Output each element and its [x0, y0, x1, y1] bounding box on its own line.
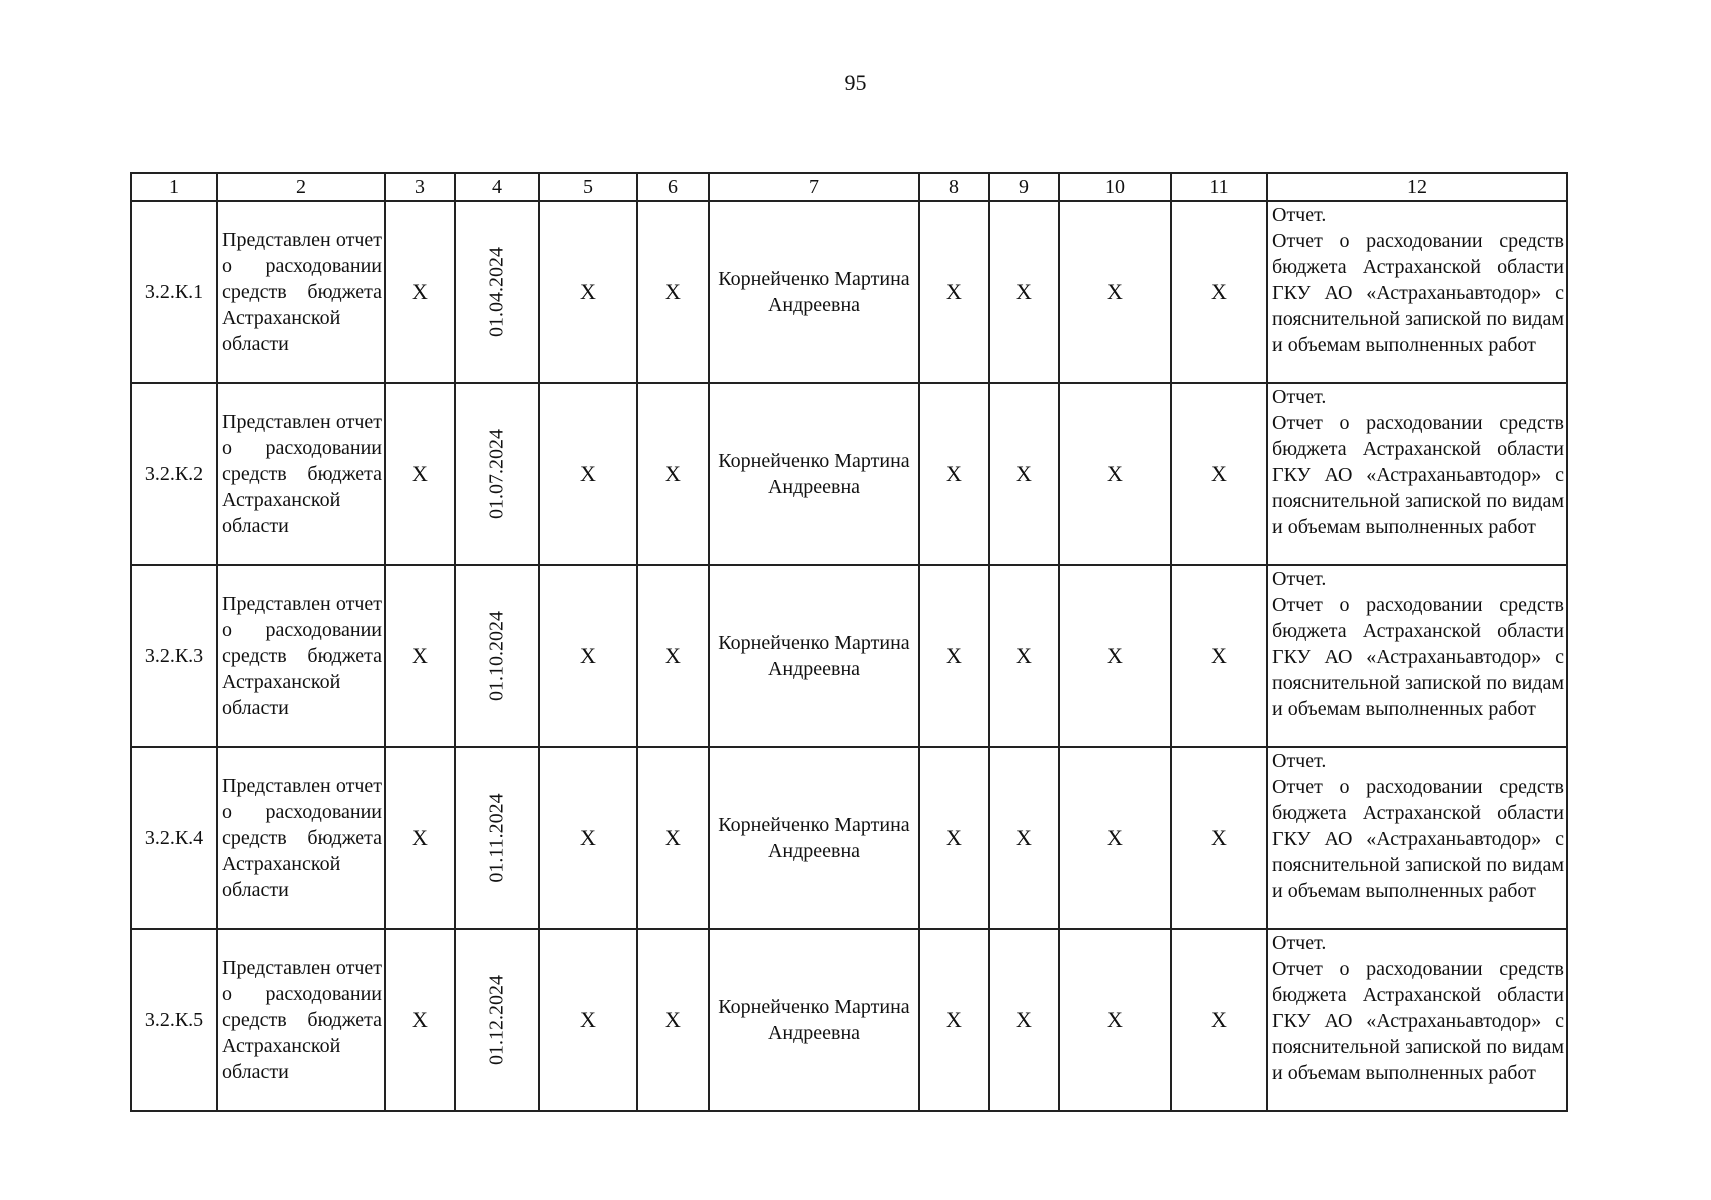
row-col11-value: X: [1171, 565, 1267, 747]
row-date: 01.10.2024: [485, 611, 508, 701]
row-date-cell: [455, 201, 539, 383]
row-date: 01.12.2024: [485, 975, 508, 1065]
row-responsible: Корнейченко Мартина Андреевна: [709, 383, 919, 565]
table-row: [131, 747, 1567, 929]
row-result-title: Отчет.: [1272, 204, 1327, 226]
row-description: Представлен отчет о расходовании средств бюджета Астраханской области: [217, 383, 385, 565]
row-col3-value: X: [385, 929, 455, 1111]
row-date-cell: [455, 565, 539, 747]
row-col8-value: X: [919, 565, 989, 747]
column-header: 3: [385, 173, 455, 201]
column-header: 10: [1059, 173, 1171, 201]
row-result: [1267, 747, 1567, 929]
row-date-cell: [455, 747, 539, 929]
row-date-cell: [455, 383, 539, 565]
row-result-title: Отчет.: [1272, 386, 1327, 408]
row-result-text: Отчет о расходовании средств бюджета Астраханской области ГКУ АО «Астраханьавтодор» с пояснительной запиской по видам и объемам выполненных работ: [1272, 594, 1564, 720]
row-result-title: Отчет.: [1272, 932, 1327, 954]
row-col6-value: X: [637, 747, 709, 929]
row-col11-value: X: [1171, 201, 1267, 383]
row-date: 01.04.2024: [485, 247, 508, 337]
row-col8-value: X: [919, 383, 989, 565]
row-col5-value: X: [539, 383, 637, 565]
row-col8-value: X: [919, 929, 989, 1111]
row-result-text: Отчет о расходовании средств бюджета Астраханской области ГКУ АО «Астраханьавтодор» с пояснительной запиской по видам и объемам выполненных работ: [1272, 230, 1564, 356]
row-col3-value: X: [385, 383, 455, 565]
row-result-text: Отчет о расходовании средств бюджета Астраханской области ГКУ АО «Астраханьавтодор» с пояснительной запиской по видам и объемам выполненных работ: [1272, 412, 1564, 538]
row-result-title: Отчет.: [1272, 750, 1327, 772]
row-result: [1267, 929, 1567, 1111]
row-responsible: Корнейченко Мартина Андреевна: [709, 201, 919, 383]
row-col6-value: X: [637, 929, 709, 1111]
table-row: [131, 383, 1567, 565]
row-description: Представлен отчет о расходовании средств бюджета Астраханской области: [217, 747, 385, 929]
row-code: 3.2.К.2: [131, 383, 217, 565]
column-header: 1: [131, 173, 217, 201]
row-code: 3.2.К.3: [131, 565, 217, 747]
column-header: 6: [637, 173, 709, 201]
row-responsible: Корнейченко Мартина Андреевна: [709, 929, 919, 1111]
row-col9-value: X: [989, 747, 1059, 929]
row-date: 01.07.2024: [485, 429, 508, 519]
row-result-text: Отчет о расходовании средств бюджета Астраханской области ГКУ АО «Астраханьавтодор» с пояснительной запиской по видам и объемам выполненных работ: [1272, 776, 1564, 902]
column-header: 4: [455, 173, 539, 201]
row-col5-value: X: [539, 747, 637, 929]
row-result: [1267, 565, 1567, 747]
row-responsible: Корнейченко Мартина Андреевна: [709, 565, 919, 747]
row-col9-value: X: [989, 929, 1059, 1111]
row-code: 3.2.К.1: [131, 201, 217, 383]
row-col11-value: X: [1171, 383, 1267, 565]
row-col6-value: X: [637, 201, 709, 383]
row-description: Представлен отчет о расходовании средств бюджета Астраханской области: [217, 201, 385, 383]
column-header: 2: [217, 173, 385, 201]
row-col9-value: X: [989, 201, 1059, 383]
row-code: 3.2.К.5: [131, 929, 217, 1111]
row-description: Представлен отчет о расходовании средств бюджета Астраханской области: [217, 565, 385, 747]
column-header: 9: [989, 173, 1059, 201]
row-col5-value: X: [539, 565, 637, 747]
row-date: 01.11.2024: [485, 793, 508, 883]
row-col3-value: X: [385, 565, 455, 747]
table-header-row: [131, 173, 1567, 201]
row-code: 3.2.К.4: [131, 747, 217, 929]
row-col5-value: X: [539, 201, 637, 383]
column-header: 7: [709, 173, 919, 201]
row-result-title: Отчет.: [1272, 568, 1327, 590]
row-description: Представлен отчет о расходовании средств бюджета Астраханской области: [217, 929, 385, 1111]
row-col10-value: X: [1059, 747, 1171, 929]
column-header: 11: [1171, 173, 1267, 201]
row-col10-value: X: [1059, 565, 1171, 747]
row-col9-value: X: [989, 565, 1059, 747]
row-responsible: Корнейченко Мартина Андреевна: [709, 747, 919, 929]
column-header: 5: [539, 173, 637, 201]
row-col3-value: X: [385, 747, 455, 929]
row-col10-value: X: [1059, 383, 1171, 565]
row-col10-value: X: [1059, 929, 1171, 1111]
row-col5-value: X: [539, 929, 637, 1111]
row-result-text: Отчет о расходовании средств бюджета Астраханской области ГКУ АО «Астраханьавтодор» с пояснительной запиской по видам и объемам выполненных работ: [1272, 958, 1564, 1084]
row-col10-value: X: [1059, 201, 1171, 383]
row-col3-value: X: [385, 201, 455, 383]
row-col6-value: X: [637, 383, 709, 565]
row-col6-value: X: [637, 565, 709, 747]
page-number: 95: [844, 70, 867, 95]
row-col11-value: X: [1171, 929, 1267, 1111]
table-row: [131, 929, 1567, 1111]
column-header: 12: [1267, 173, 1567, 201]
row-col11-value: X: [1171, 747, 1267, 929]
row-col8-value: X: [919, 201, 989, 383]
control-points-table: [130, 172, 1568, 1112]
row-col9-value: X: [989, 383, 1059, 565]
row-result: [1267, 201, 1567, 383]
row-date-cell: [455, 929, 539, 1111]
column-header: 8: [919, 173, 989, 201]
row-result: [1267, 383, 1567, 565]
table-row: [131, 565, 1567, 747]
table-row: [131, 201, 1567, 383]
table-body: [131, 201, 1567, 1111]
row-col8-value: X: [919, 747, 989, 929]
